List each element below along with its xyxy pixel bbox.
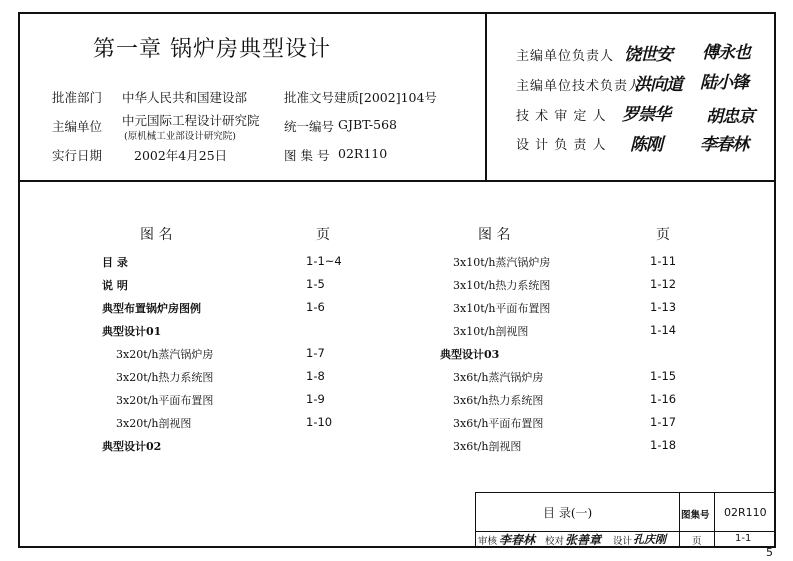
check-signature: 张善章 bbox=[565, 533, 602, 547]
page-label: 页 bbox=[692, 536, 702, 547]
editor-unit-note: (原机械工业部设计研究院) bbox=[124, 131, 236, 142]
table-row-name: 目 录 bbox=[102, 256, 128, 269]
approval-dept-label: 批准部门 bbox=[52, 90, 103, 105]
table-row-name: 典型布置锅炉房图例 bbox=[102, 302, 201, 315]
responsible-role: 技 术 审 定 人 bbox=[516, 109, 607, 124]
design-signature: 孔庆刚 bbox=[633, 533, 666, 546]
signature: 饶世安 bbox=[624, 45, 672, 65]
table-row-name: 3x20t/h剖视图 bbox=[116, 417, 192, 430]
atlas-no: 02R110 bbox=[338, 146, 388, 161]
column-header-name-left: 图 名 bbox=[140, 227, 173, 243]
table-row-page: 1-13 bbox=[650, 300, 677, 314]
review-label: 审核 bbox=[478, 536, 498, 547]
table-row-page: 1-16 bbox=[650, 392, 677, 406]
table-row-page: 1-12 bbox=[650, 277, 677, 291]
table-row-page: 1-1~4 bbox=[306, 254, 342, 268]
editor-unit: 中元国际工程设计研究院 bbox=[122, 113, 260, 128]
table-row-name: 典型设计03 bbox=[440, 348, 500, 361]
design-label: 设计 bbox=[613, 536, 633, 547]
table-row-page: 1-6 bbox=[306, 300, 325, 314]
table-row-name: 3x6t/h蒸汽锅炉房 bbox=[453, 371, 544, 384]
atlas-no-label: 图 集 号 bbox=[284, 148, 330, 163]
check-label: 校对 bbox=[545, 536, 565, 547]
table-row-page: 1-18 bbox=[650, 438, 677, 452]
effective-date-label: 实行日期 bbox=[52, 148, 103, 163]
approval-doc: 建质[2002]104号 bbox=[334, 90, 437, 105]
unified-no: GJBT-568 bbox=[338, 117, 397, 132]
table-row-name: 3x10t/h蒸汽锅炉房 bbox=[453, 256, 551, 269]
header-divider bbox=[18, 180, 776, 182]
column-header-name-right: 图 名 bbox=[478, 227, 511, 243]
table-row-name: 典型设计01 bbox=[102, 325, 162, 338]
table-row-name: 3x10t/h剖视图 bbox=[453, 325, 529, 338]
table-row-name: 3x6t/h热力系统图 bbox=[453, 394, 544, 407]
table-row-page: 1-17 bbox=[650, 415, 677, 429]
responsible-role: 主编单位技术负责人 bbox=[516, 79, 643, 94]
signature: 胡忠京 bbox=[706, 107, 754, 127]
table-row-page: 1-14 bbox=[650, 323, 677, 337]
table-row-name: 3x20t/h热力系统图 bbox=[116, 371, 214, 384]
table-row-page: 1-15 bbox=[650, 369, 677, 383]
signature: 罗崇华 bbox=[622, 105, 670, 125]
table-row-name: 3x20t/h蒸汽锅炉房 bbox=[116, 348, 214, 361]
table-row-name: 3x6t/h剖视图 bbox=[453, 440, 522, 453]
approval-dept: 中华人民共和国建设部 bbox=[122, 90, 248, 105]
table-row-name: 典型设计02 bbox=[102, 440, 162, 453]
table-row-page: 1-8 bbox=[306, 369, 325, 383]
column-header-page-left: 页 bbox=[316, 227, 330, 243]
atlas-value: 02R110 bbox=[724, 506, 767, 519]
title-block bbox=[475, 492, 776, 548]
table-row-name: 3x20t/h平面布置图 bbox=[116, 394, 214, 407]
column-header-page-right: 页 bbox=[656, 227, 670, 243]
page-value: 1-1 bbox=[735, 533, 752, 544]
review-signature: 李春林 bbox=[499, 533, 536, 547]
approval-doc-label: 批准文号 bbox=[284, 90, 335, 105]
responsible-role: 主编单位负责人 bbox=[516, 49, 615, 64]
table-row-name: 说 明 bbox=[102, 279, 128, 292]
table-row-page: 1-7 bbox=[306, 346, 325, 360]
table-row-page: 1-9 bbox=[306, 392, 325, 406]
table-row-name: 3x6t/h平面布置图 bbox=[453, 417, 544, 430]
responsible-role: 设 计 负 责 人 bbox=[516, 138, 607, 153]
header-vertical-divider bbox=[485, 12, 487, 180]
signature: 傅永也 bbox=[702, 43, 750, 63]
unified-no-label: 统一编号 bbox=[284, 119, 335, 134]
table-row-page: 1-10 bbox=[306, 415, 333, 429]
signature: 陆小锋 bbox=[700, 73, 748, 93]
table-row-page: 1-11 bbox=[650, 254, 677, 268]
sheet-title: 目 录(一) bbox=[543, 506, 593, 520]
signature: 李春林 bbox=[700, 135, 748, 155]
table-row-name: 3x10t/h平面布置图 bbox=[453, 302, 551, 315]
effective-date: 2002年4月25日 bbox=[134, 148, 228, 163]
table-row-name: 3x10t/h热力系统图 bbox=[453, 279, 551, 292]
chapter-title: 第一章 锅炉房典型设计 bbox=[93, 37, 331, 62]
editor-unit-label: 主编单位 bbox=[52, 119, 103, 134]
atlas-label: 图集号 bbox=[681, 510, 710, 521]
page-number: 5 bbox=[766, 546, 773, 559]
table-row-page: 1-5 bbox=[306, 277, 325, 291]
signature: 陈刚 bbox=[630, 135, 662, 155]
signature: 洪向道 bbox=[634, 75, 682, 95]
